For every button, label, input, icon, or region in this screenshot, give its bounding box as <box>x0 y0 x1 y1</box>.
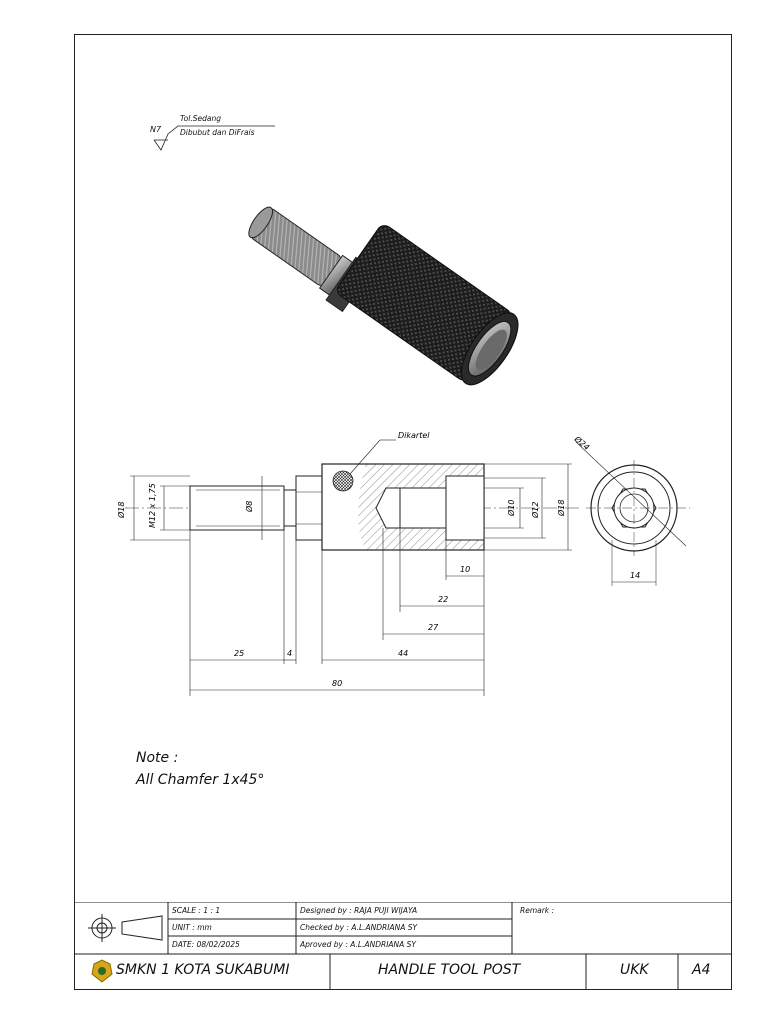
dim-4: 4 <box>287 649 293 658</box>
checked-by: Checked by : A.L.ANDRIANA SY <box>300 923 418 932</box>
surface-symbol-code: N7 <box>150 125 162 134</box>
dim-d18-right: Ø18 <box>557 499 566 516</box>
remark-label: Remark : <box>520 906 555 915</box>
dim-d18-left: Ø18 <box>117 501 126 518</box>
dim-22: 22 <box>438 595 449 604</box>
knurl-label: Dikartel <box>398 431 430 440</box>
dim-d24: Ø24 <box>572 434 592 453</box>
date-label: DATE: 08/02/2025 <box>172 940 240 949</box>
tolerance-label: Tol.Sedang <box>180 114 221 123</box>
title-block <box>74 902 732 990</box>
projection-symbol-icon <box>88 914 162 942</box>
dim-14: 14 <box>630 571 641 580</box>
dim-44: 44 <box>398 649 409 658</box>
school-logo-icon <box>92 960 112 982</box>
dim-25: 25 <box>234 649 245 658</box>
scale-label: SCALE : 1 : 1 <box>172 906 221 915</box>
note-title: Note : <box>136 750 179 766</box>
note-text: All Chamfer 1x45° <box>136 772 265 788</box>
dim-d10: Ø10 <box>507 499 516 516</box>
dim-d12: Ø12 <box>531 501 540 518</box>
designed-by: Designed by : RAJA PUJI WIJAYA <box>300 906 418 915</box>
school-name: SMKN 1 KOTA SUKABUMI <box>116 962 290 978</box>
dim-27: 27 <box>428 623 439 632</box>
dim-d8: Ø8 <box>245 500 254 512</box>
dim-10: 10 <box>460 565 471 574</box>
approved-by: Aproved by : A.L.ANDRIANA SY <box>300 940 417 949</box>
dim-m12: M12 x 1,75 <box>148 483 157 528</box>
drawing-title: HANDLE TOOL POST <box>378 962 521 978</box>
exam-label: UKK <box>620 962 649 978</box>
dim-80: 80 <box>332 679 343 688</box>
unit-label: UNIT : mm <box>172 923 212 932</box>
paper-size: A4 <box>692 962 711 978</box>
process-label: Dibubut dan DiFrais <box>180 128 255 137</box>
